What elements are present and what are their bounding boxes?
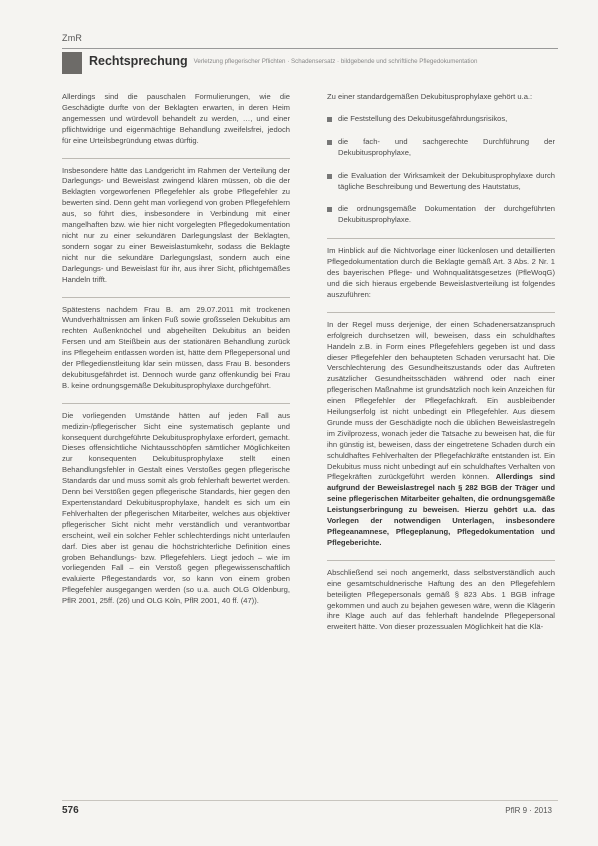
list-item bbox=[327, 171, 555, 193]
section-marker bbox=[62, 52, 82, 74]
list-item bbox=[327, 204, 555, 226]
paragraph-emphasis: Allerdings sind aufgrund der Beweislastregel nach § 282 BGB der Träger und seine pflegerischen Mitarbeiter gehalten, die ordnungsgemäße Leistungserbringung zu beweisen. Hierzu gehört u.a. das Vorlegen der notwendigen Unterlagen, insbesondere Pflegeanamnese, Pflegeplanung, Pflegedokumentation und Pflegeberichte. bbox=[327, 472, 556, 547]
journal-issue: PflR 9 · 2013 bbox=[505, 806, 552, 815]
bullet-square-icon bbox=[327, 117, 332, 122]
list-item-text: die Feststellung des Dekubitusgefährdungsrisikos, bbox=[338, 113, 508, 123]
paragraph: Zu einer standardgemäßen Dekubitusprophylaxe gehört u.a.: bbox=[327, 92, 533, 101]
list-item-text: die fach- und sachgerechte Durchführung der Dekubitusprophylaxe, bbox=[338, 136, 555, 157]
divider bbox=[62, 297, 290, 298]
section-title: Rechtsprechung bbox=[89, 54, 188, 68]
footer-divider bbox=[62, 800, 558, 801]
right-column bbox=[327, 92, 555, 644]
list-item-text: die Evaluation der Wirksamkeit der Dekubitusprophylaxe durch tägliche Beschreibung und Bewertung des Hautstatus, bbox=[338, 170, 555, 191]
bullet-square-icon bbox=[327, 140, 332, 145]
paragraph-text: In der Regel muss derjenige, der einen Schadenersatzanspruch erfolgreich durchsetzen will, beweisen, dass ein schuldhaftes Handeln z.B. in Form eines Pflegefehlers gegeben ist und dass dieser Pflegefehler den behaupteten Schaden verursacht hat. Die Verschlechterung des Gesundheitszustands oder das Auftreten zusätzlicher Gesundheitsschäden während oder nach einer pflegerischen Maßnahme ist grundsätzlich noch kein Anzeichen für einen Pflegefehler der Pflegefachkraft. Ein ausbleibender Heilungserfolg ist nicht unbedingt ein Pflegefehler. Aus diesem Grunde muss der Geschädigte noch die üblichen Beweislastregeln im Zivilprozess, wonach jeder die Tatsache zu beweisen hat, die für ihn günstig ist, beweisen, dass der eingetretene Schaden durch ein schuldhaftes Fehlverhalten der Pflegefachkräfte entstanden ist. Ein Dekubitus muss nicht unbedingt auf ein schuldhaftes Verhalten von Pflegekräften zurückgeführt werden können. bbox=[327, 319, 555, 482]
divider bbox=[327, 560, 555, 561]
paragraph: Insbesondere hätte das Landgericht im Rahmen der Verteilung der Darlegungs- und Beweislast zwingend klären müssen, ob die der Beklagten vorgeworfenen Pflegefehler als grobe Pflegefehler zu bewerten sind. Denn geht man vorliegend von groben Pflegefehlern aus, so führt dies, insbesondere in Verbindung mit einer mangelhaften bzw. wie hier nicht vorgelegten Pflegedokumentation nicht nur zu einer sekundären Darlegungslast der Beklagten, sondern sogar zu einer Beweislastumkehr, sodass die Beklagte nicht nur die sekundäre Darlegungslast, sondern auch eine Darlegungs- und Beweislast für ihr, aus ihrer Sicht, pflichtgemäßes Handeln trifft. bbox=[62, 165, 290, 284]
paragraph: Allerdings sind die pauschalen Formulierungen, wie die Geschädigte durfte von der Beklagten erwarten, in deren Heim angemessen und würdevoll behandelt zu werden, …, und einer pflichtwidrige und eigenmächtige Behandlung zweifelsfrei, jedoch für eine Urteilsbegründung etwas dürftig. bbox=[62, 92, 290, 145]
list-item bbox=[327, 137, 555, 159]
divider bbox=[62, 158, 290, 159]
section-subtitle: Verletzung pflegerischer Pflichten · Schadensersatz · bildgebende und schriftliche Pflegedokumentation bbox=[193, 58, 478, 65]
bullet-square-icon bbox=[327, 207, 332, 212]
paragraph bbox=[327, 320, 555, 549]
page-number: 576 bbox=[62, 805, 79, 816]
bullet-square-icon bbox=[327, 174, 332, 179]
section-header bbox=[62, 48, 558, 75]
left-column bbox=[62, 92, 290, 618]
paragraph: Abschließend sei noch angemerkt, dass selbstverständlich auch eine gesamtschuldnerische Haftung des an den Pflegefehlern beteiligten Pflegepersonals gemäß § 823 Abs. 1 BGB infrage gekommen und auch zu bejahen gewesen wäre, wenn die Klägerin ihre Klage auch auf das fehlerhaft handelnde Pflegepersonal erweitert hätte. Von dieser prozessualen Möglichkeit hat die Klä- bbox=[327, 567, 555, 632]
paragraph: Im Hinblick auf die Nichtvorlage einer lückenlosen und detaillierten Pflegedokumentation durch die Beklagte gemäß Art. 3 Abs. 2 Nr. 1 des bayerischen Pflege- und Wohnqualitätsgesetzes (PfleWoqG) und die sich hieraus ergebende Beweislastverteilung ist folgendes auszuführen: bbox=[327, 246, 555, 299]
divider bbox=[62, 403, 290, 404]
section-kicker: ZmR bbox=[62, 33, 83, 43]
paragraph: Die vorliegenden Umstände hätten auf jeden Fall aus medizin-/pflegerischer Sicht eine systematisch geplante und konsequent durchgeführte Dekubitusprophylaxe erfordert, gemacht. Dieses offensichtliche Nichtausschöpfen sämtlicher Möglichkeiten zur konsequenten Dekubitusprophylaxe stellt einen Behandlungsfehler in Gestalt eines Verstoßes gegen pflegerische Standards dar und muss somit als grob fehlerhaft bewertet werden. Denn bei Verstößen gegen pflegerische Standards, hier gegen den Expertenstandard Dekubitusprophylaxe, handelt es sich um ein Fehlverhalten der pflegerischen Mitarbeiter, welches aus objektiver pflegerischer Sicht nicht mehr verständlich und verantwortbar erscheint, weil ein solcher Fehler schlechterdings nicht unterlaufen darf. Dies aber ist genau die höchstrichterliche Definition eines groben Behandlungs- bzw. Pflegefehlers. Liegt jedoch – wie im vorliegenden Fall – ein Verstoß gegen pflegewissenschaftlich evaluierte Pflegestandards vor, so kann von einem groben Pflegefehler ausgegangen werden (so u.a. auch OLG Oldenburg, PflR 2001, 25ff. (26) und OLG Köln, PflR 2001, 40 ff. (47)). bbox=[62, 410, 290, 606]
divider bbox=[327, 312, 555, 313]
paragraph: Spätestens nachdem Frau B. am 29.07.2011 mit trockenen Wundverhältnissen am linken Fuß sowie großsselen Dekubitus am rechten Außenknöchel und abgeheilten Dekubitus an beiden Fersen und am Steißbein aus der stationären Behandlung zurück ins Pflegeheim entlassen worden ist, hätte dem Pflegepersonal und der Pflegedienstleitung klar sein müssen, dass Frau B. besonders dekubitusgefährdet ist. Dennoch wurde ganz offenkundig bei Frau B. keine ordnungsgemäße Dekubitusprophylaxe durchgeführt. bbox=[62, 304, 290, 390]
list-item-text: die ordnungsgemäße Dokumentation der durchgeführten Dekubitusprophylaxe. bbox=[338, 204, 555, 225]
divider bbox=[327, 238, 555, 239]
list-item bbox=[327, 114, 555, 125]
